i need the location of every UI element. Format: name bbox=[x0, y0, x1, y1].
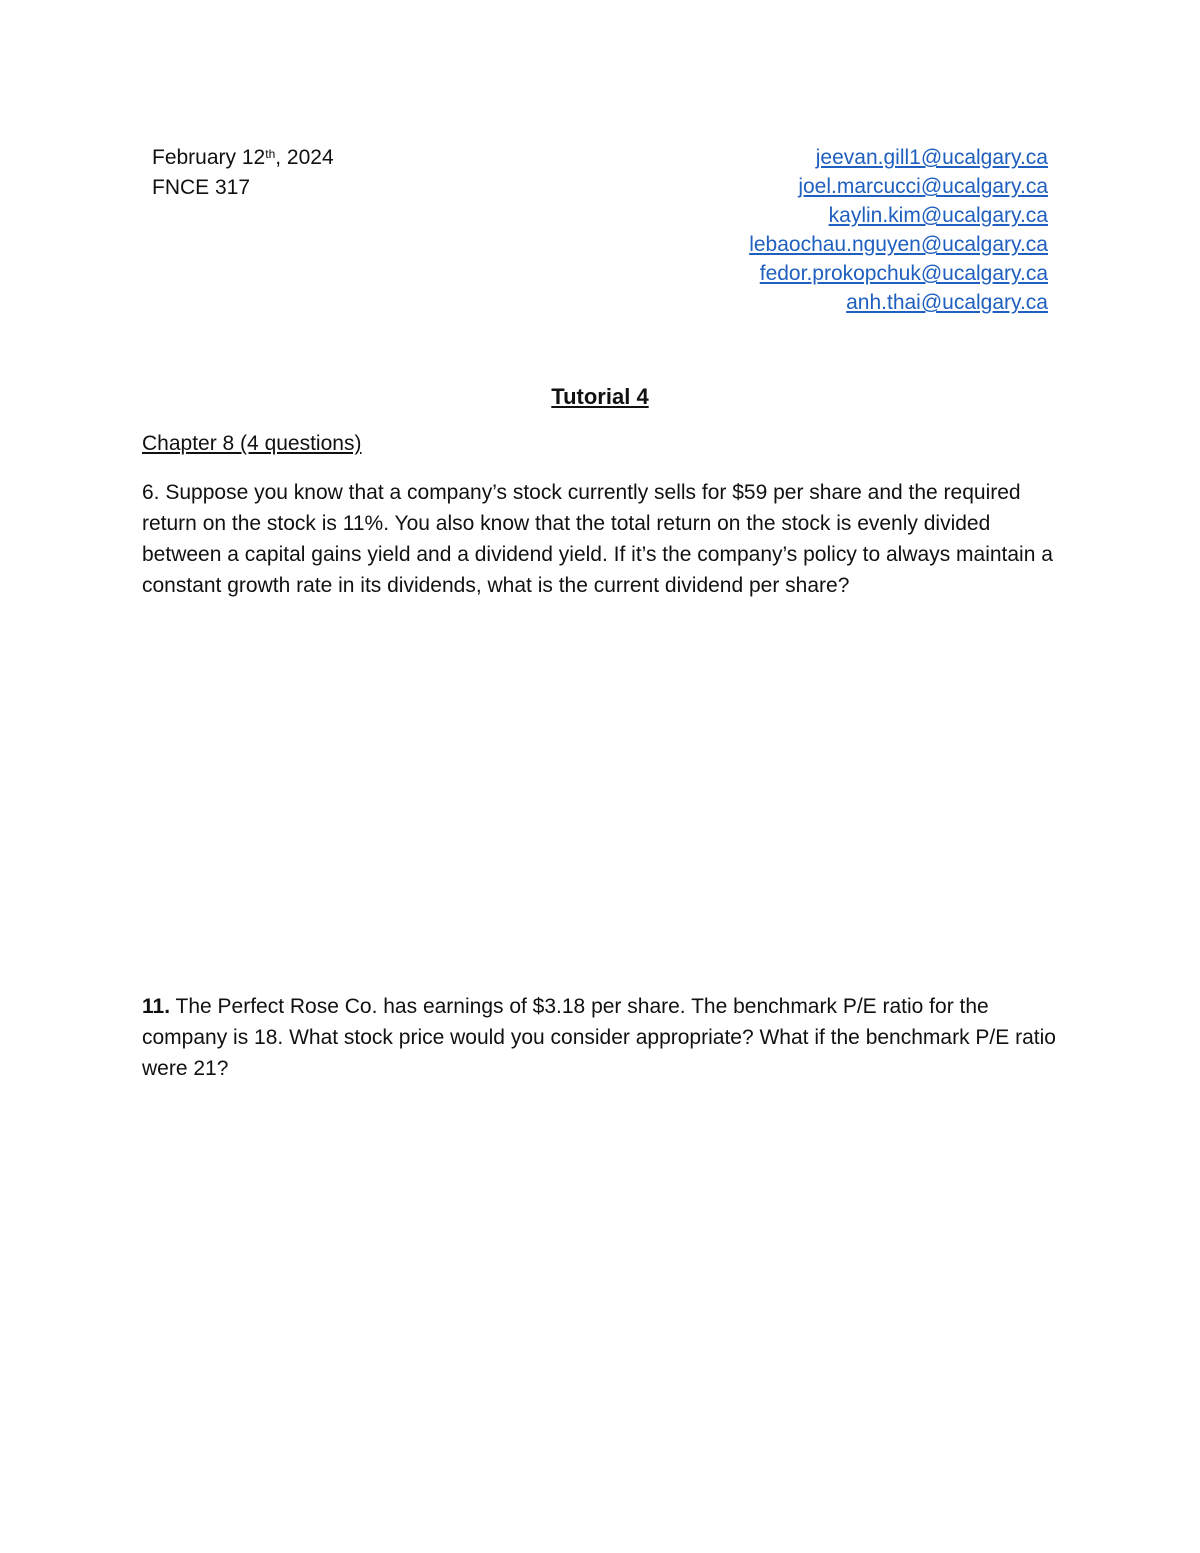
question-text: Suppose you know that a company’s stock currently sells for $59 per share and the required return on the stock is 11%. You also know that the total return on the stock is evenly divided between a capital gains yield and a dividend yield. If it’s the company’s policy to always maintain a constant growth rate in its dividends, what is the current dividend per share? bbox=[142, 481, 1053, 597]
question-number: 6. bbox=[142, 481, 160, 504]
question-6 bbox=[142, 477, 1062, 601]
date-year: , 2024 bbox=[275, 146, 334, 169]
question-number: 11. bbox=[142, 995, 171, 1018]
question-11 bbox=[142, 991, 1062, 1084]
email-link-lebaochau[interactable]: lebaochau.nguyen@ucalgary.ca bbox=[749, 233, 1048, 256]
page-title: Tutorial 4 bbox=[551, 384, 649, 409]
email-link-anh[interactable]: anh.thai@ucalgary.ca bbox=[846, 291, 1048, 314]
header-left bbox=[152, 143, 334, 203]
question-text: The Perfect Rose Co. has earnings of $3.18 per share. The benchmark P/E ratio for the company is 18. What stock price would you consider appropriate? What if the benchmark P/E ratio were 21? bbox=[142, 995, 1056, 1080]
chapter-heading: Chapter 8 (4 questions) bbox=[142, 432, 362, 455]
date-suffix: th bbox=[265, 147, 276, 161]
email-list bbox=[749, 143, 1048, 317]
email-link-jeevan[interactable]: jeevan.gill1@ucalgary.ca bbox=[815, 146, 1048, 169]
email-link-fedor[interactable]: fedor.prokopchuk@ucalgary.ca bbox=[759, 262, 1048, 285]
email-link-joel[interactable]: joel.marcucci@ucalgary.ca bbox=[798, 175, 1048, 198]
email-link-kaylin[interactable]: kaylin.kim@ucalgary.ca bbox=[828, 204, 1048, 227]
date-month-day: February 12 bbox=[152, 146, 266, 169]
course-code: FNCE 317 bbox=[152, 176, 251, 199]
date-line bbox=[152, 143, 334, 173]
